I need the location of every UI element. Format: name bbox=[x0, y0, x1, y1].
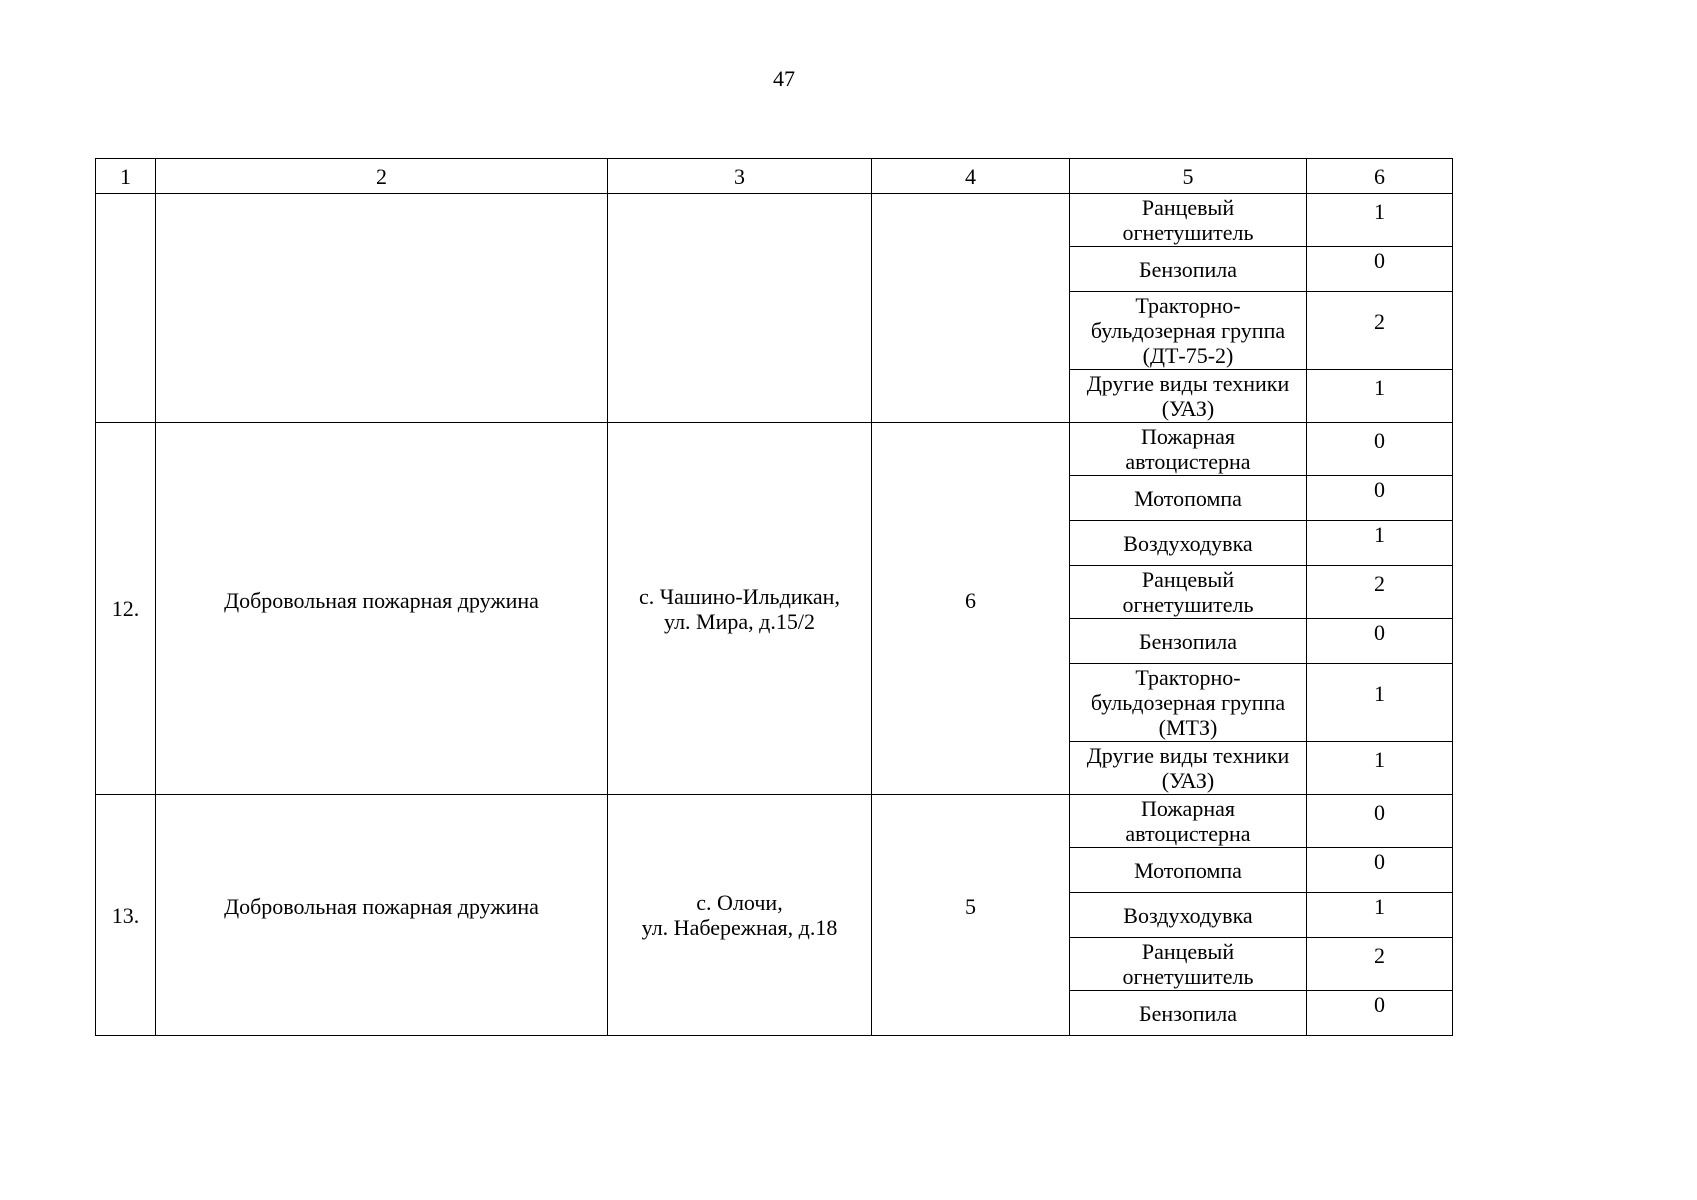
table-row bbox=[96, 423, 1453, 476]
data-table bbox=[95, 158, 1453, 1036]
column-header-1: 1 bbox=[96, 159, 156, 194]
column-header-3: 3 bbox=[608, 159, 872, 194]
equipment-quantity: 0 bbox=[1307, 247, 1453, 292]
address-street: ул. Мира, д.15/2 bbox=[664, 608, 815, 634]
equipment-quantity: 0 bbox=[1307, 619, 1453, 664]
group-organization: Добровольная пожарная дружина bbox=[156, 423, 608, 795]
table-group-13 bbox=[96, 795, 1453, 1036]
group-number-cell bbox=[96, 194, 156, 423]
group-number: 12. bbox=[96, 423, 156, 795]
table-group-continued bbox=[96, 194, 1453, 423]
group-column4-value: 6 bbox=[872, 423, 1070, 795]
group-organization: Добровольная пожарная дружина bbox=[156, 795, 608, 1036]
group-organization-cell bbox=[156, 194, 608, 423]
column-header-2: 2 bbox=[156, 159, 608, 194]
table-row bbox=[96, 795, 1453, 848]
equipment-quantity: 0 bbox=[1307, 423, 1453, 476]
equipment-quantity: 2 bbox=[1307, 938, 1453, 991]
equipment-quantity: 1 bbox=[1307, 370, 1453, 423]
equipment-name: Тракторно-бульдозерная группа (ДТ-75-2) bbox=[1070, 292, 1307, 370]
header-row bbox=[96, 159, 1453, 194]
equipment-name: Мотопомпа bbox=[1070, 848, 1307, 893]
table-header bbox=[96, 159, 1453, 194]
group-column4-value: 5 bbox=[872, 795, 1070, 1036]
equipment-quantity: 0 bbox=[1307, 848, 1453, 893]
equipment-name: Мотопомпа bbox=[1070, 476, 1307, 521]
equipment-name: Другие виды техники (УАЗ) bbox=[1070, 370, 1307, 423]
equipment-quantity: 1 bbox=[1307, 521, 1453, 566]
equipment-quantity: 1 bbox=[1307, 893, 1453, 938]
group-address-cell bbox=[608, 795, 872, 1036]
equipment-name: Воздуходувка bbox=[1070, 521, 1307, 566]
equipment-quantity: 0 bbox=[1307, 795, 1453, 848]
group-number: 13. bbox=[96, 795, 156, 1036]
equipment-quantity: 2 bbox=[1307, 292, 1453, 370]
equipment-name: Пожарная автоцистерна bbox=[1070, 423, 1307, 476]
address-settlement: с. Чашино-Ильдикан, bbox=[639, 583, 840, 609]
group-address-cell bbox=[608, 423, 872, 795]
equipment-quantity: 1 bbox=[1307, 742, 1453, 795]
equipment-name: Бензопила bbox=[1070, 619, 1307, 664]
group-column4-cell bbox=[872, 194, 1070, 423]
equipment-name: Воздуходувка bbox=[1070, 893, 1307, 938]
group-address-cell bbox=[608, 194, 872, 423]
column-header-4: 4 bbox=[872, 159, 1070, 194]
page-number: 47 bbox=[773, 66, 795, 91]
equipment-name: Ранцевый огнетушитель bbox=[1070, 938, 1307, 991]
equipment-quantity: 0 bbox=[1307, 476, 1453, 521]
equipment-quantity: 1 bbox=[1307, 664, 1453, 742]
address-settlement: с. Олочи, bbox=[696, 890, 783, 915]
equipment-name: Бензопила bbox=[1070, 247, 1307, 292]
equipment-name: Тракторно-бульдозерная группа (МТЗ) bbox=[1070, 664, 1307, 742]
column-header-5: 5 bbox=[1070, 159, 1307, 194]
address-street: ул. Набережная, д.18 bbox=[641, 915, 838, 940]
equipment-name: Бензопила bbox=[1070, 991, 1307, 1036]
equipment-quantity: 2 bbox=[1307, 566, 1453, 619]
table-group-12 bbox=[96, 423, 1453, 795]
equipment-name: Пожарная автоцистерна bbox=[1070, 795, 1307, 848]
column-header-6: 6 bbox=[1307, 159, 1453, 194]
equipment-name: Ранцевый огнетушитель bbox=[1070, 194, 1307, 247]
equipment-name: Ранцевый огнетушитель bbox=[1070, 566, 1307, 619]
equipment-name: Другие виды техники (УАЗ) bbox=[1070, 742, 1307, 795]
equipment-quantity: 0 bbox=[1307, 991, 1453, 1036]
table-row bbox=[96, 194, 1453, 247]
equipment-quantity: 1 bbox=[1307, 194, 1453, 247]
